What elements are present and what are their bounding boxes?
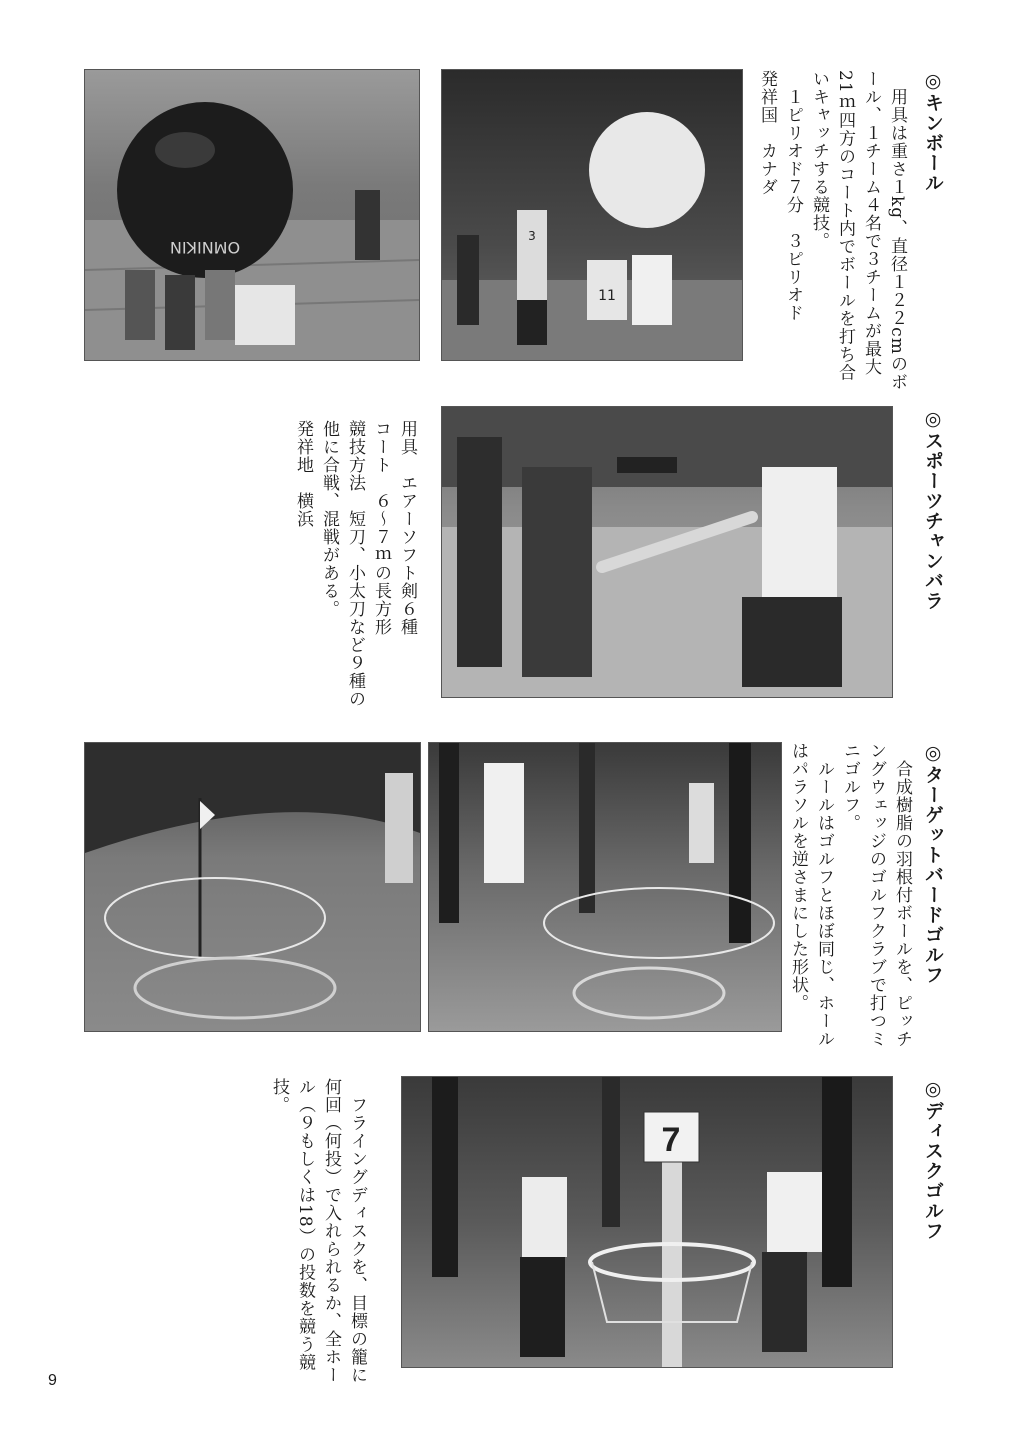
kinball-line-3: 21ｍ四方のコート内でボールを打ち合 xyxy=(835,70,855,382)
kinball-heading: ◎キンボール xyxy=(922,70,944,193)
birdgolf-photo-left xyxy=(84,742,421,1032)
chanbara-line-3: 競技方法 短刀、小太刀など９種の xyxy=(345,420,365,708)
kinball-bib-number-b: 11 xyxy=(598,288,616,304)
discgolf-body xyxy=(250,1078,370,1384)
kinball-line-2: ール、１チーム４名で３チームが最大 xyxy=(861,70,881,376)
birdgolf-line-4: ルールはゴルフとほぼ同じ、ホール xyxy=(814,742,834,1048)
chanbara-line-5: 発祥地 横浜 xyxy=(293,420,313,528)
kinball-photo-right-art xyxy=(442,70,742,360)
kinball-line-1: 用具は重さ１kg、直径１２２cmのボ xyxy=(887,70,907,391)
birdgolf-photo-left-art xyxy=(85,743,420,1031)
birdgolf-line-3: ニゴルフ。 xyxy=(840,742,860,832)
page-number: 9 xyxy=(48,1372,57,1389)
discgolf-line-2: 何回（何投）で入れられるか、全ホー xyxy=(321,1078,341,1384)
kinball-photo-left-art xyxy=(85,70,419,360)
chanbara-heading: ◎スポーツチャンバラ xyxy=(922,408,944,611)
chanbara-photo xyxy=(441,406,893,698)
discgolf-line-1: フライングディスクを、目標の籠に xyxy=(347,1078,367,1384)
birdgolf-line-1: 合成樹脂の羽根付ボールを、ピッチ xyxy=(892,742,912,1048)
chanbara-line-4: 他に合戦、混戦がある。 xyxy=(319,420,339,618)
discgolf-heading: ◎ディスクゴルフ xyxy=(922,1078,944,1241)
chanbara-body xyxy=(280,420,420,720)
chanbara-line-2: コート ６～７ｍの長方形 xyxy=(371,420,391,636)
birdgolf-photo-right xyxy=(428,742,782,1032)
kinball-ball-label: OMNIKIN xyxy=(169,238,241,257)
birdgolf-line-5: はパラソルを逆さまにした形状。 xyxy=(788,742,808,1012)
birdgolf-heading: ◎ターゲットバードゴルフ xyxy=(922,742,944,985)
kinball-photo-left xyxy=(84,69,420,361)
kinball-bib-number-a: 3 xyxy=(528,229,536,243)
kinball-line-6: 発祥国 カナダ xyxy=(757,70,777,196)
chanbara-photo-art xyxy=(442,407,892,697)
discgolf-photo-art xyxy=(402,1077,892,1367)
discgolf-line-3: ル（９もしくは18）の投数を競う競 xyxy=(295,1078,315,1372)
birdgolf-photo-right-art xyxy=(429,743,781,1031)
kinball-line-5: １ピリオド７分 ３ピリオド xyxy=(783,70,803,322)
kinball-body xyxy=(750,70,910,391)
kinball-photo-right xyxy=(441,69,743,361)
birdgolf-line-2: ングウェッジのゴルフクラブで打つミ xyxy=(866,742,886,1048)
discgolf-photo xyxy=(401,1076,893,1368)
chanbara-line-1: 用具 エアーソフト剣６種 xyxy=(397,420,417,636)
kinball-line-4: いキャッチする競技。 xyxy=(809,70,829,250)
discgolf-line-4: 技。 xyxy=(269,1078,289,1114)
birdgolf-body xyxy=(785,742,915,1052)
discgolf-hole-number: 7 xyxy=(661,1121,681,1159)
